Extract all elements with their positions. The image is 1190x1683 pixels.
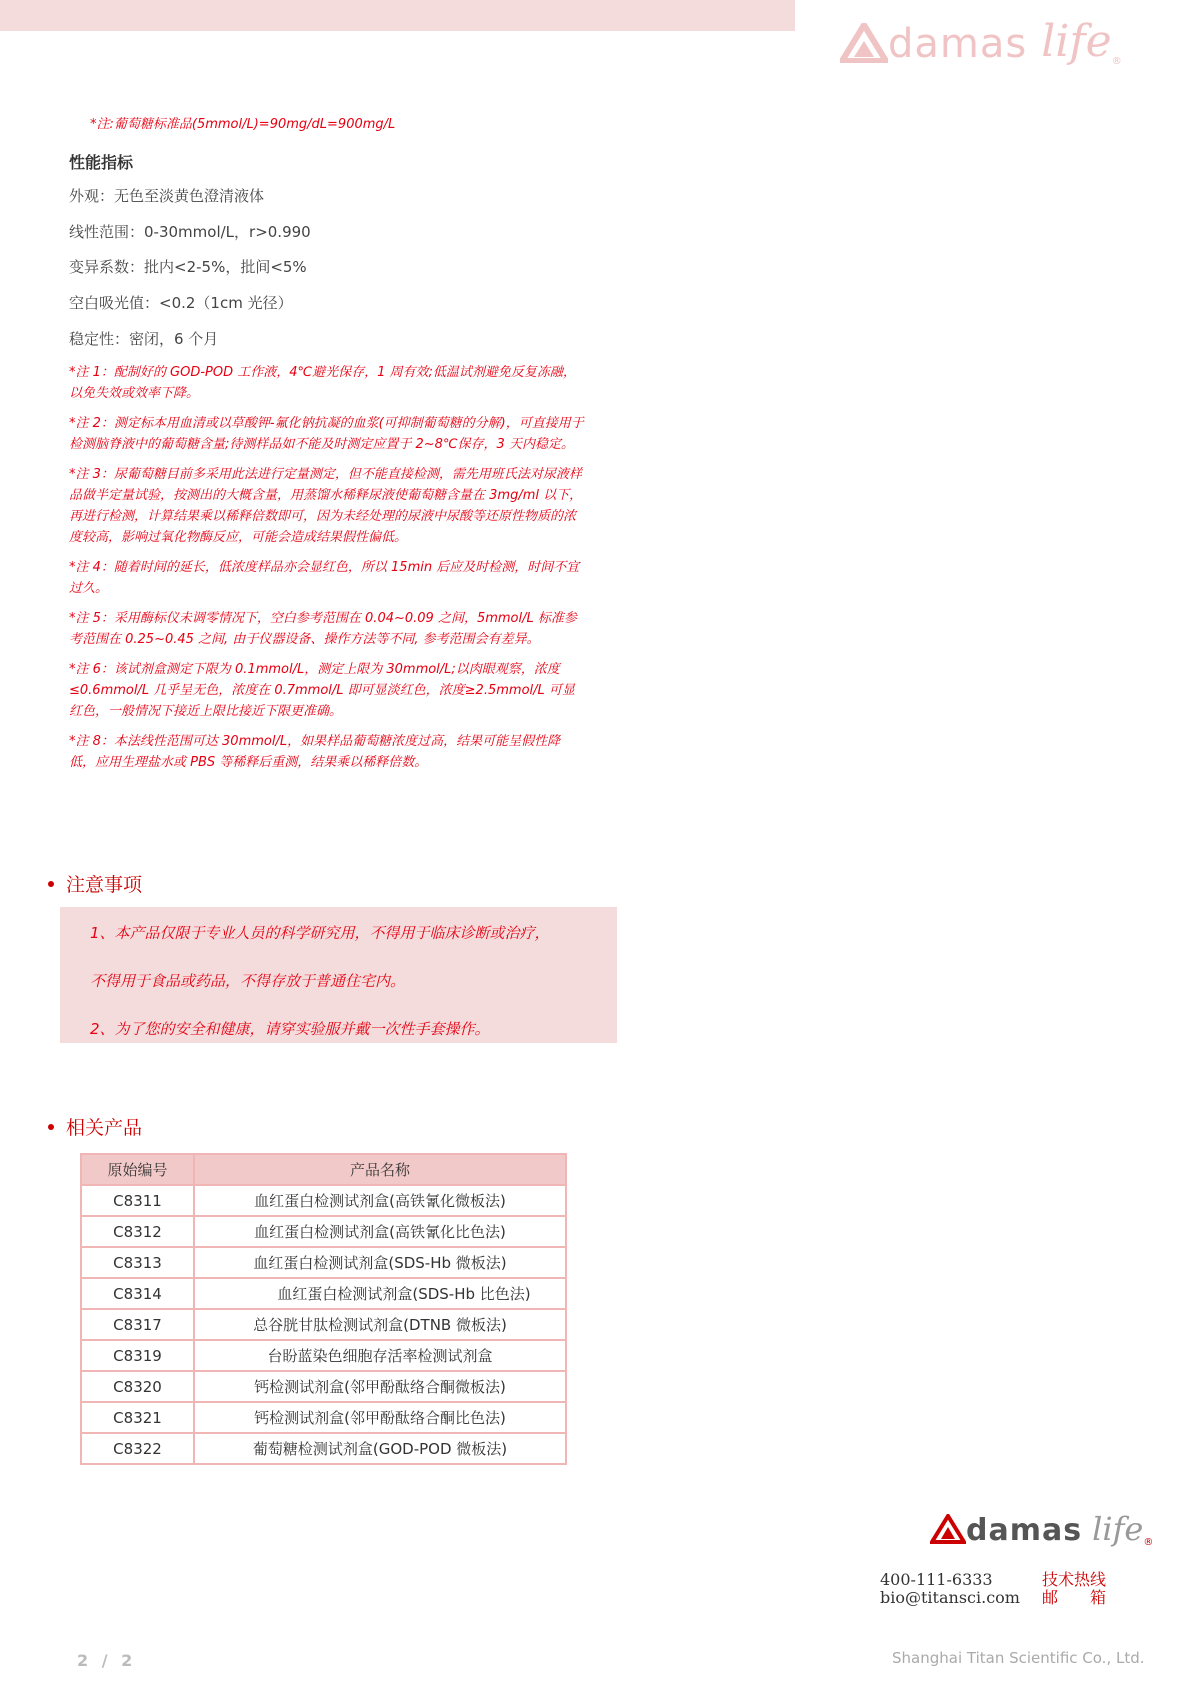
table-row: [81, 1247, 566, 1278]
performance-line: 线性范围：0-30mmol/L，r>0.990: [69, 223, 311, 241]
caution-line: 2、为了您的安全和健康，请穿实验服并戴一次性手套操作。: [90, 1020, 490, 1038]
performance-line: 变异系数：批内<2-5%，批间<5%: [69, 258, 307, 276]
table-row: [81, 1371, 566, 1402]
product-code: C8320: [81, 1371, 194, 1402]
product-name: 钙检测试剂盒(邻甲酚酞络合酮微板法): [194, 1371, 566, 1402]
product-code: C8311: [81, 1185, 194, 1216]
registered-mark: ®: [1111, 56, 1122, 67]
product-code: C8322: [81, 1433, 194, 1464]
brand-script: life: [1092, 1510, 1144, 1548]
caution-line: 1、本产品仅限于专业人员的科学研究用，不得用于临床诊断或治疗，: [90, 924, 550, 942]
brand-word: damas: [888, 21, 1028, 67]
brand-word: damas: [966, 1513, 1083, 1548]
note-item: *注 3：尿葡萄糖目前多采用此法进行定量测定，但不能直接检测，需先用班氏法对尿液样品做半定量试验，按测出的大概含量，用蒸馏水稀释尿液使葡萄糖含量在 3mg/ml 以下，再进行检测，计算结果乘以稀释倍数即可，因为未经处理的尿液中尿酸等还原性物质的浓度较高，影响过氧化物酶反应，可能会造成结果假性偏低。: [69, 467, 583, 545]
product-name: 台盼蓝染色细胞存活率检测试剂盒: [194, 1340, 566, 1371]
standard-note: *注:葡萄糖标准品(5mmol/L)=90mg/dL=900mg/L: [90, 117, 396, 132]
triangle-logo-icon: [930, 1514, 966, 1548]
product-name: 血红蛋白检测试剂盒(SDS-Hb 微板法): [194, 1247, 566, 1278]
phone-label: 技术热线: [1042, 1570, 1107, 1589]
caution-heading: [48, 870, 142, 897]
email-label: 邮 箱: [1042, 1588, 1107, 1607]
caution-box: [60, 907, 617, 1043]
phone-number: 400-111-6333: [880, 1570, 993, 1589]
brand-script: life: [1041, 16, 1112, 67]
note-item: *注 5：采用酶标仪未调零情况下，空白参考范围在 0.04~0.09 之间，5mmol/L 标准参考范围在 0.25~0.45 之间, 由于仪器设备、操作方法等不同, 参考范围会有差异。: [69, 611, 577, 647]
product-code: C8317: [81, 1309, 194, 1340]
related-heading: [48, 1113, 142, 1140]
note-item: *注 2：测定标本用血清或以草酸钾-氟化钠抗凝的血浆(可抑制葡萄糖的分解)，可直接用于检测脑脊液中的葡萄糖含量;待测样品如不能及时测定应置于 2~8℃保存，3 天内稳定。: [69, 416, 584, 452]
contact-block: [880, 1571, 1106, 1607]
caution-line: 不得用于食品或药品，不得存放于普通住宅内。: [90, 972, 406, 990]
triangle-logo-icon: [840, 23, 888, 67]
related-title: 相关产品: [66, 1117, 143, 1139]
product-name: 钙检测试剂盒(邻甲酚酞络合酮比色法): [194, 1402, 566, 1433]
registered-mark: ®: [1143, 1537, 1154, 1548]
table-header-row: [81, 1154, 566, 1185]
brand-logo-header: [840, 16, 1122, 67]
product-code: C8313: [81, 1247, 194, 1278]
caution-title: 注意事项: [66, 874, 143, 896]
column-header-name: 产品名称: [194, 1154, 566, 1185]
notes-list: [69, 362, 584, 782]
note-item: *注 1：配制好的 GOD-POD 工作液，4℃避光保存，1 周有效;低温试剂避免反复冻融，以免失效或效率下降。: [69, 365, 576, 401]
product-code: C8321: [81, 1402, 194, 1433]
table-row: [81, 1433, 566, 1464]
company-name: Shanghai Titan Scientific Co., Ltd.: [892, 1649, 1145, 1667]
performance-line: 稳定性：密闭，6 个月: [69, 330, 219, 348]
note-item: *注 4：随着时间的延长，低浓度样品亦会显红色，所以 15min 后应及时检测，时间不宜过久。: [69, 560, 580, 596]
performance-title: 性能指标: [69, 153, 134, 172]
performance-line: 空白吸光值：<0.2（1cm 光径）: [69, 294, 293, 312]
related-products-table: [80, 1153, 567, 1465]
table-row: [81, 1402, 566, 1433]
email-address: bio@titansci.com: [880, 1588, 1020, 1607]
product-code: C8314: [81, 1278, 194, 1309]
bullet-icon: [48, 1124, 54, 1130]
brand-logo-footer: [930, 1510, 1153, 1548]
table-row: [81, 1278, 566, 1309]
product-code: C8312: [81, 1216, 194, 1247]
note-item: *注 6：该试剂盒测定下限为 0.1mmol/L，测定上限为 30mmol/L;以肉眼观察，浓度≤0.6mmol/L 几乎呈无色，浓度在 0.7mmol/L 即可显淡红色，浓度≥2.5mmol/L 可显红色，一般情况下接近上限比接近下限更准确。: [69, 662, 575, 719]
product-name: 血红蛋白检测试剂盒(高铁氰化微板法): [194, 1185, 566, 1216]
table-row: [81, 1216, 566, 1247]
page-number: 2 / 2: [77, 1651, 137, 1670]
performance-line: 外观：无色至淡黄色澄清液体: [69, 187, 265, 205]
column-header-code: 原始编号: [81, 1154, 194, 1185]
table-row: [81, 1185, 566, 1216]
product-code: C8319: [81, 1340, 194, 1371]
note-item: *注 8：本法线性范围可达 30mmol/L，如果样品葡萄糖浓度过高，结果可能呈假性降低，应用生理盐水或 PBS 等稀释后重测，结果乘以稀释倍数。: [69, 734, 561, 770]
product-name: 葡萄糖检测试剂盒(GOD-POD 微板法): [194, 1433, 566, 1464]
header-band: [0, 0, 795, 31]
email-row: [880, 1589, 1106, 1607]
product-name: 血红蛋白检测试剂盒(高铁氰化比色法): [194, 1216, 566, 1247]
phone-row: [880, 1571, 1106, 1589]
product-name: 血红蛋白检测试剂盒(SDS-Hb 比色法): [194, 1278, 566, 1309]
table-row: [81, 1309, 566, 1340]
bullet-icon: [48, 881, 54, 887]
product-name: 总谷胱甘肽检测试剂盒(DTNB 微板法): [194, 1309, 566, 1340]
table-row: [81, 1340, 566, 1371]
